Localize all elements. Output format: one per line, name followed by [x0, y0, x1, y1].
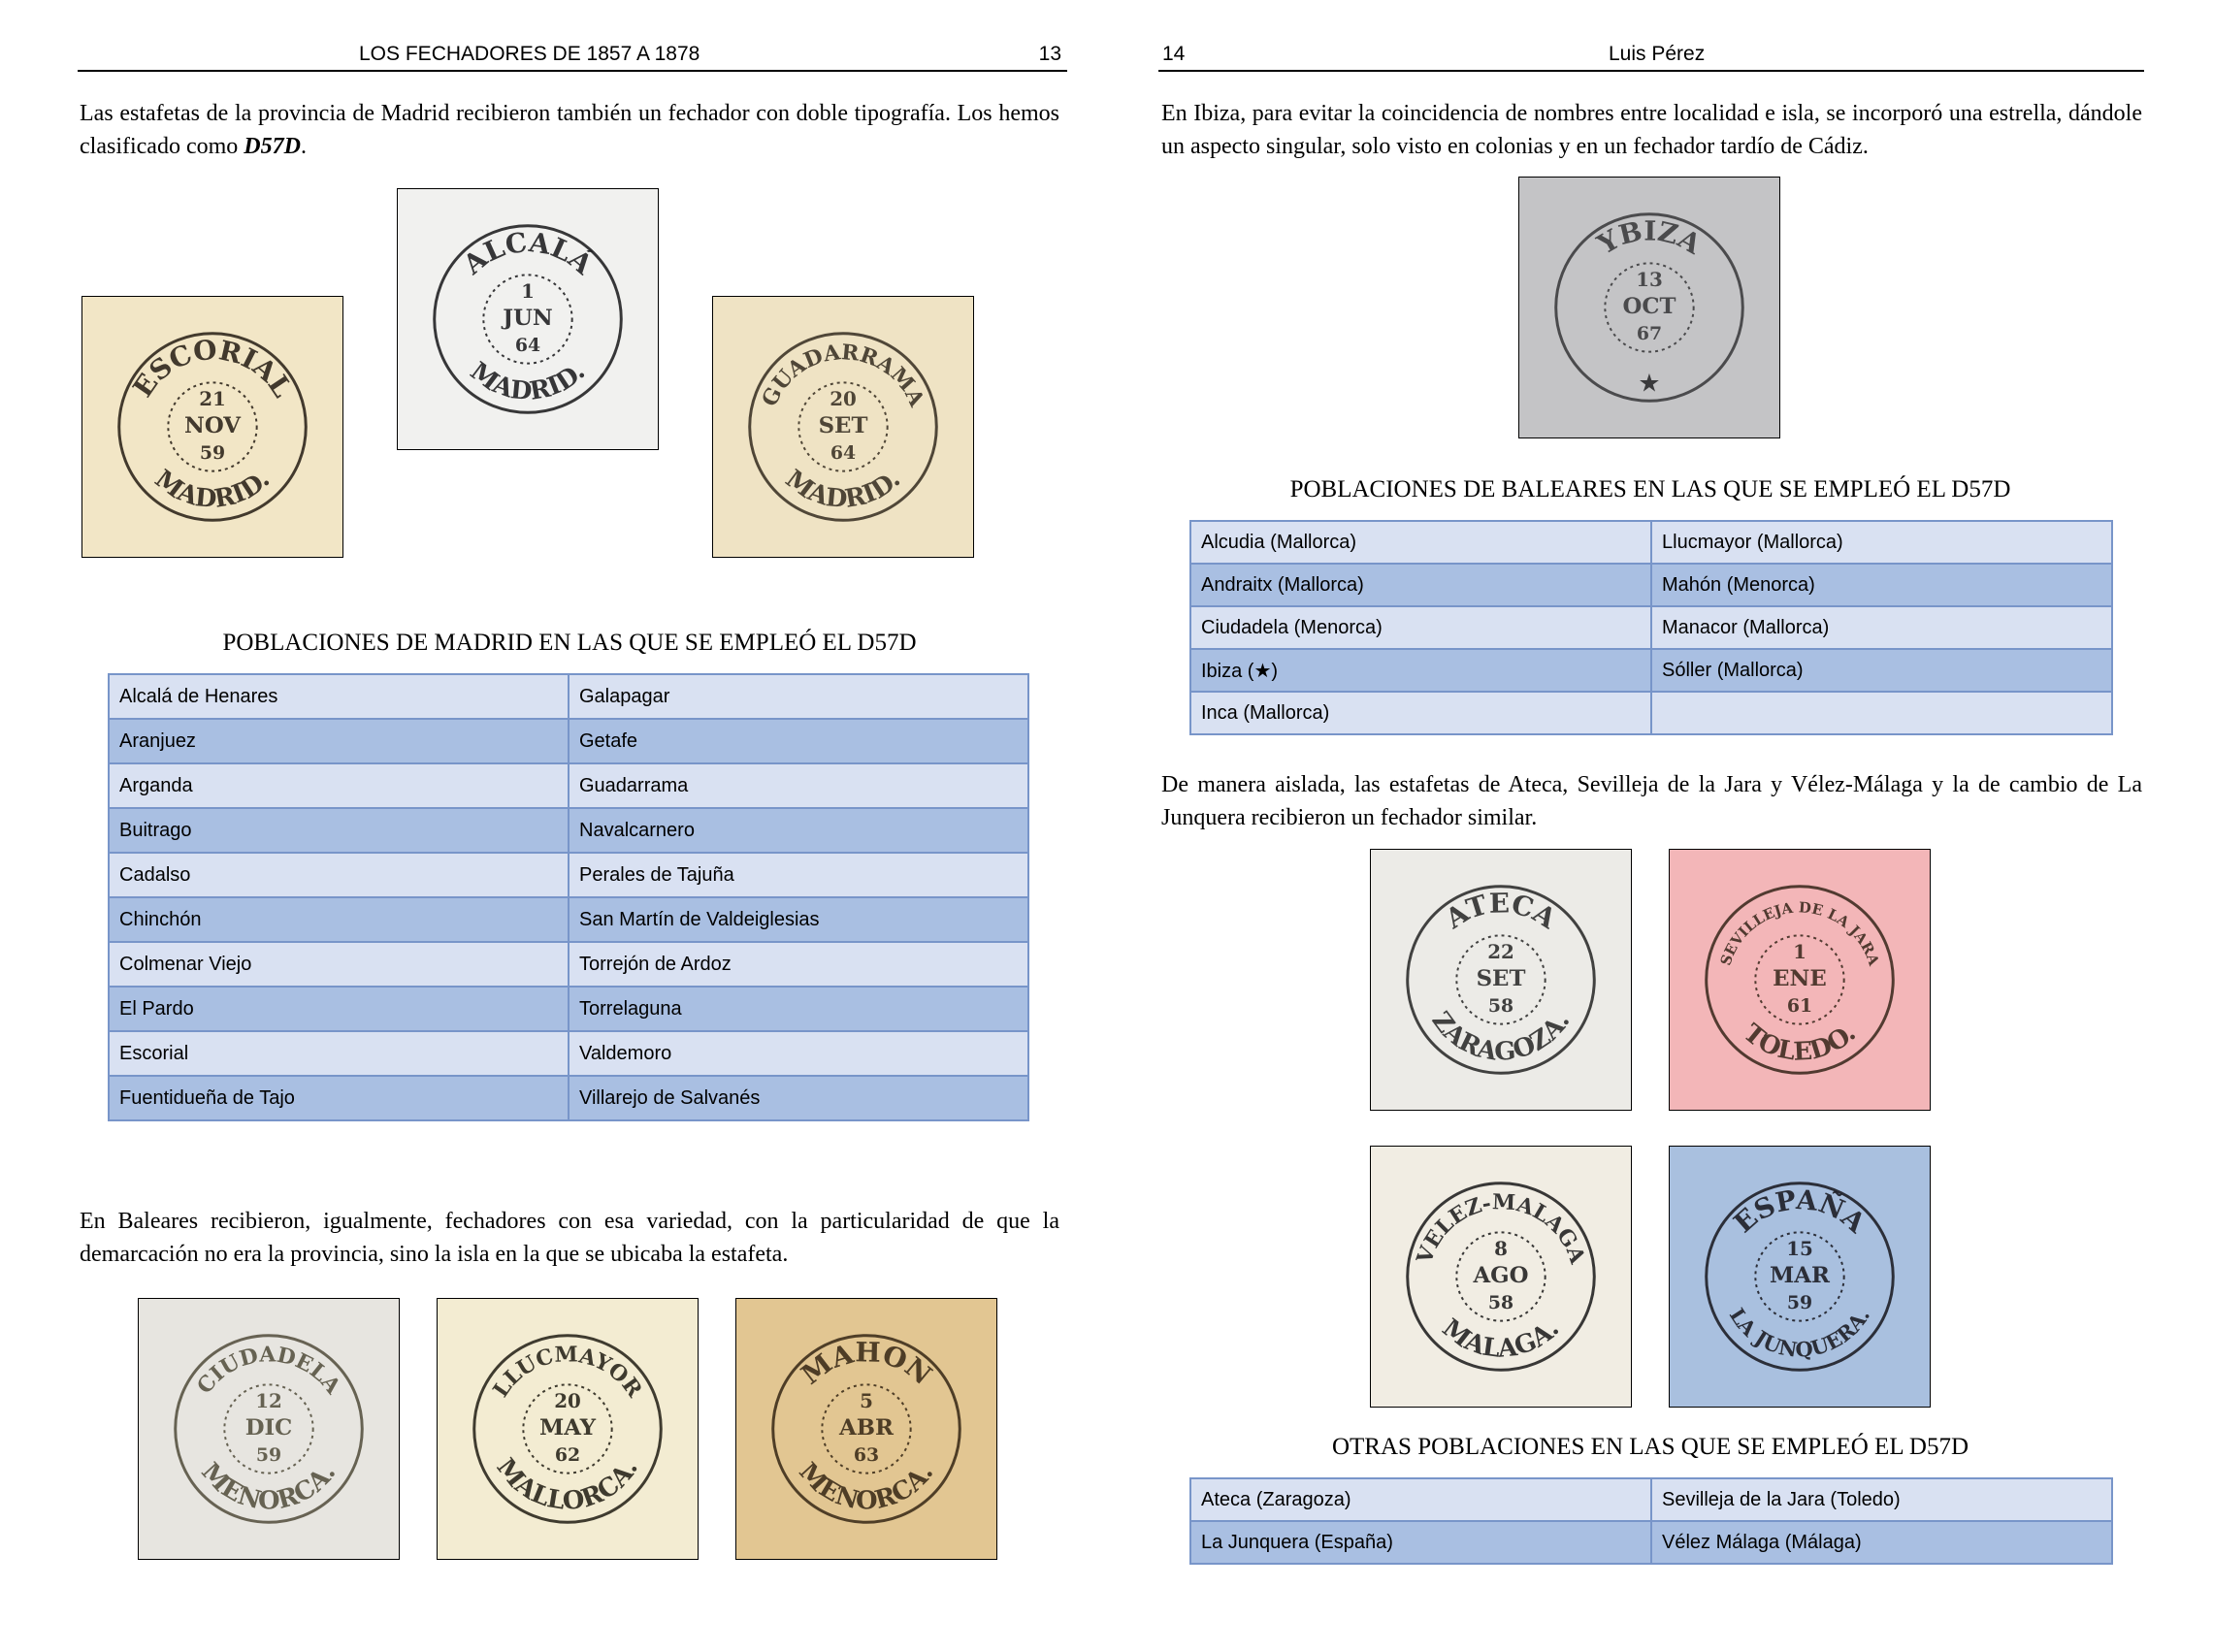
postmark-region: MENORCA. — [793, 1457, 940, 1516]
postmark-town: MAHON — [795, 1336, 938, 1392]
postmark-region: TOLEDO. — [1738, 1018, 1863, 1067]
postmark-date: 63 — [853, 1443, 880, 1466]
postmark-date: 21 — [199, 387, 226, 411]
postmark-date: 8 — [1494, 1237, 1508, 1261]
postmark-date: 13 — [1636, 268, 1663, 292]
table-cell: San Martín de Valdeiglesias — [569, 897, 1028, 942]
postmark-date: SET — [818, 412, 868, 438]
table-cell: Guadarrama — [569, 763, 1028, 808]
postmark-date: 20 — [830, 387, 857, 411]
table-row — [109, 1031, 1028, 1076]
postmark-town: LLUCMAYOR — [488, 1343, 647, 1403]
ibiza-paragraph: En Ibiza, para evitar la coincidencia de nombres entre localidad e isla, se incorporó una estrella, dándole un aspecto singular, solo visto en colonias y en un fechador tardío de Cádiz. — [1161, 101, 2142, 159]
table-cell: Sóller (Mallorca) — [1651, 649, 2112, 692]
table-cell: Valdemoro — [569, 1031, 1028, 1076]
postmark-date: 62 — [554, 1443, 581, 1466]
table-cell: Ciudadela (Menorca) — [1190, 606, 1651, 649]
type-code: D57D — [244, 134, 301, 159]
table-row — [1190, 564, 2112, 606]
table-row — [1190, 1521, 2112, 1564]
table-cell: Torrejón de Ardoz — [569, 942, 1028, 987]
table-cell: Ateca (Zaragoza) — [1190, 1478, 1651, 1521]
table-cell: Escorial — [109, 1031, 569, 1076]
postmark-date: MAR — [1770, 1262, 1830, 1288]
postmark-date: 5 — [860, 1389, 873, 1413]
table-cell: Vélez Málaga (Málaga) — [1651, 1521, 2112, 1564]
table-cell: Alcudia (Mallorca) — [1190, 521, 1651, 564]
stamp-image — [1669, 849, 1931, 1111]
table-cell: Inca (Mallorca) — [1190, 692, 1651, 734]
postmark-date: JUN — [503, 305, 553, 331]
postmark-date: 1 — [521, 279, 535, 304]
star-icon: ★ — [1638, 369, 1661, 399]
postmark — [736, 1299, 996, 1559]
table-cell: Villarejo de Salvanés — [569, 1076, 1028, 1120]
table-cell: Andraitx (Mallorca) — [1190, 564, 1651, 606]
postmark — [82, 297, 342, 557]
intro-paragraph: Las estafetas de la provincia de Madrid recibieron también un fechador con doble tipografía. Los hemos clasificado como D57D. — [80, 101, 1059, 159]
postmark — [1670, 850, 1930, 1110]
table-cell: Llucmayor (Mallorca) — [1651, 521, 2112, 564]
table-row — [109, 987, 1028, 1031]
postmark-date: ABR — [839, 1414, 894, 1441]
postmark-region: MALLORCA. — [490, 1453, 644, 1516]
baleares-paragraph: En Baleares recibieron, igualmente, fechadores con esa variedad, con la particularidad de que la demarcación no era la provincia, sino la isla en la que se ubicaba la estafeta. — [80, 1209, 1059, 1267]
table-cell: Mahón (Menorca) — [1651, 564, 2112, 606]
table-cell: La Junquera (España) — [1190, 1521, 1651, 1564]
postmark-date: 64 — [514, 334, 541, 356]
table-cell: Manacor (Mallorca) — [1651, 606, 2112, 649]
postmark-date: 1 — [1793, 940, 1806, 964]
stamp-image — [1370, 1146, 1632, 1408]
table-row — [109, 763, 1028, 808]
postmark-region: MALAGA. — [1436, 1312, 1566, 1364]
stamp-image — [1669, 1146, 1931, 1408]
postmark-date: 67 — [1636, 322, 1663, 344]
table-cell: Navalcarnero — [569, 808, 1028, 853]
table-cell: Torrelaguna — [569, 987, 1028, 1031]
table-row — [109, 853, 1028, 897]
postmark-region: ZARAGOZA. — [1425, 1006, 1577, 1067]
madrid-table — [108, 673, 1029, 1121]
stamp-image — [138, 1298, 400, 1560]
postmark-date: 64 — [830, 441, 857, 464]
postmark-date: 59 — [1786, 1291, 1813, 1313]
postmark — [398, 189, 658, 449]
postmark-region: MENORCA. — [195, 1457, 342, 1516]
postmark — [1371, 850, 1631, 1110]
postmark-date: OCT — [1622, 293, 1676, 319]
stamp-image — [397, 188, 659, 450]
table-cell — [1651, 692, 2112, 734]
postmark-date: ENE — [1773, 965, 1827, 991]
table-cell: Sevilleja de la Jara (Toledo) — [1651, 1478, 2112, 1521]
stamp-image — [1518, 177, 1780, 438]
table-row — [1190, 606, 2112, 649]
postmark-date: 59 — [255, 1443, 282, 1466]
baleares-table — [1189, 520, 2113, 735]
otras-table — [1189, 1477, 2113, 1565]
table-row — [1190, 521, 2112, 564]
table-cell: Colmenar Viejo — [109, 942, 569, 987]
postmark-date: AGO — [1473, 1262, 1529, 1288]
left-page-header — [78, 41, 1067, 72]
postmark — [1371, 1147, 1631, 1407]
postmark-region: MADRID. — [464, 356, 592, 407]
postmark — [1670, 1147, 1930, 1407]
stamp-image — [437, 1298, 699, 1560]
postmark-date: SET — [1476, 965, 1526, 991]
table-cell: Fuentidueña de Tajo — [109, 1076, 569, 1120]
stamp-image — [1370, 849, 1632, 1111]
postmark-date: 58 — [1487, 994, 1514, 1017]
postmark-date: 12 — [255, 1389, 282, 1413]
postmark — [438, 1299, 698, 1559]
table-cell: Ibiza (★) — [1190, 649, 1651, 692]
table-cell: Aranjuez — [109, 719, 569, 763]
table-title: POBLACIONES DE MADRID EN LAS QUE SE EMPLEÓ EL D57D — [222, 630, 917, 656]
postmark-town: ALCALÁ — [456, 225, 600, 281]
stamp-image — [735, 1298, 997, 1560]
table-cell: Getafe — [569, 719, 1028, 763]
table-row — [109, 897, 1028, 942]
postmark-region: LA JUNQUERA. — [1724, 1303, 1875, 1362]
stamp-image — [712, 296, 974, 558]
table-cell: Chinchón — [109, 897, 569, 942]
postmark-date: NOV — [183, 412, 242, 438]
postmark — [1519, 178, 1779, 437]
postmark-date: 20 — [554, 1389, 581, 1413]
postmark-town: CIUDADELA — [192, 1343, 345, 1399]
table-row — [109, 808, 1028, 853]
header-author: Luis Pérez — [1609, 43, 1706, 65]
table-row — [1190, 692, 2112, 734]
postmark-date: 22 — [1487, 940, 1514, 964]
table-row — [109, 1076, 1028, 1120]
table-cell: Arganda — [109, 763, 569, 808]
postmark-town: VELEZ-MALAGA — [1413, 1190, 1589, 1268]
postmark-date: 58 — [1487, 1291, 1514, 1313]
table-cell: El Pardo — [109, 987, 569, 1031]
table-cell: Alcalá de Henares — [109, 674, 569, 719]
stamp-image — [81, 296, 343, 558]
table-cell: Perales de Tajuña — [569, 853, 1028, 897]
table-row — [109, 719, 1028, 763]
table-row — [1190, 649, 2112, 692]
postmark-date: 15 — [1786, 1237, 1813, 1261]
table-cell: Galapagar — [569, 674, 1028, 719]
table-title: POBLACIONES DE BALEARES EN LAS QUE SE EMPLEÓ EL D57D — [1289, 476, 2011, 502]
postmark-region: MADRID. — [148, 464, 277, 515]
table-row — [109, 674, 1028, 719]
postmark-date: 59 — [199, 441, 226, 464]
table-cell: Buitrago — [109, 808, 569, 853]
postmark-date: DIC — [244, 1414, 293, 1441]
table-cell: Cadalso — [109, 853, 569, 897]
postmark-town: ESCORIAL — [126, 333, 299, 404]
header-title: LOS FECHADORES DE 1857 A 1878 — [359, 43, 700, 65]
postmark-town: YBIZA — [1591, 214, 1707, 261]
postmark-date: MAY — [538, 1414, 597, 1441]
postmark — [713, 297, 973, 557]
page-number: 14 — [1162, 43, 1186, 65]
postmark-town: ESPAÑA — [1727, 1182, 1872, 1240]
table-row — [109, 942, 1028, 987]
page-number: 13 — [1038, 43, 1061, 65]
postmark-town: ATECA — [1439, 887, 1562, 935]
otras-paragraph: De manera aislada, las estafetas de Ateca, Sevilleja de la Jara y Vélez-Málaga y la de cambio de La Junquera recibieron un fechador similar. — [1161, 772, 2142, 830]
right-page-header — [1158, 41, 2144, 72]
postmark-region: MADRID. — [779, 464, 907, 515]
postmark-date: 61 — [1786, 994, 1813, 1017]
table-title: OTRAS POBLACIONES EN LAS QUE SE EMPLEÓ EL D57D — [1331, 1434, 1969, 1460]
table-row — [1190, 1478, 2112, 1521]
postmark — [139, 1299, 399, 1559]
postmark-town: GUADARRAMA — [758, 340, 928, 411]
postmark-town: SEVILLEJA DE LA JARA — [1716, 898, 1883, 968]
